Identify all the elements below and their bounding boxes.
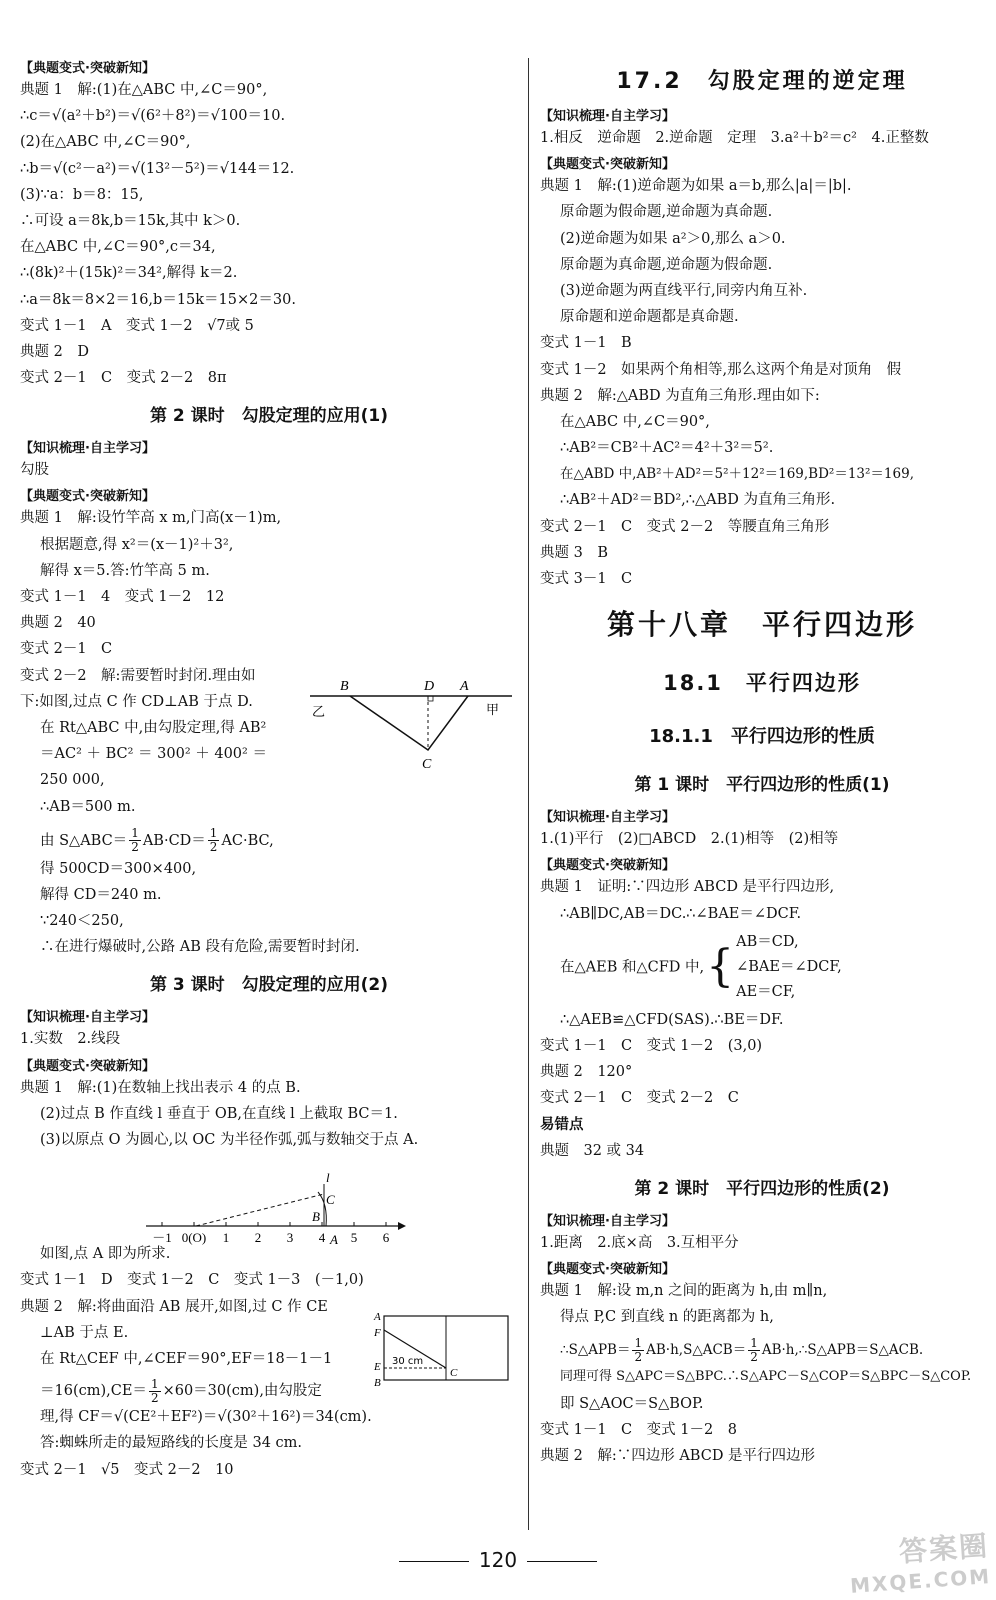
text-line: 根据题意,得 x²＝(x－1)²＋3², [40, 536, 234, 553]
text-span: ＝16(cm),CE＝ [40, 1383, 147, 1400]
page-number [0, 1548, 996, 1572]
triangle-sides [350, 696, 468, 750]
text-line: 典题 2 40 [20, 615, 96, 632]
text-line: ∴在进行爆破时,公路 AB 段有危险,需要暂时封闭. [40, 939, 360, 956]
text-line: 变式 2－1 C 变式 2－2 C [540, 1090, 739, 1107]
fraction [129, 827, 141, 854]
text-line: ∴b＝√(c²－a²)＝√(13²－5²)＝√144＝12. [20, 160, 295, 177]
text-line: 250 000, [40, 772, 105, 789]
text-line: 变式 1－1 A 变式 1－2 √7或 5 [20, 317, 254, 334]
text-span: ×60＝30(cm),由勾股定 [162, 1383, 322, 1400]
text-span: AB·h,∴S△APB＝S△ACB. [761, 1342, 924, 1359]
text-line: 即 S△AOC＝S△BOP. [560, 1395, 704, 1412]
tick-label: 2 [254, 1230, 262, 1245]
label-yi: 乙 [312, 705, 326, 720]
page-number-text: 120 [478, 1548, 518, 1572]
text-line: 在△ABC 中,∠C＝90°,c＝34, [20, 239, 216, 256]
text-line: ∴c＝√(a²＋b²)＝√(6²＋8²)＝√100＝10. [20, 108, 286, 125]
text-line: 1.实数 2.线段 [20, 1031, 121, 1048]
text-line: (3)以原点 O 为圆心,以 OC 为半径作弧,弧与数轴交于点 A. [40, 1132, 419, 1148]
lesson-heading: 第 1 课时 平行四边形的性质(1) [634, 775, 890, 796]
oc-radius [196, 1194, 324, 1226]
text-line: ＝AC² ＋ BC² ＝ 300² ＋ 400² ＝ [40, 746, 267, 763]
text-line: 变式 2－2 解:需要暂时封闭.理由如 [20, 667, 256, 684]
text-line: 如图,点 A 即为所求. [40, 1246, 171, 1263]
text-line: 得点 P,C 到直线 n 的距离都为 h, [560, 1309, 774, 1326]
text-line: 典题 3 B [540, 544, 608, 561]
equation: ∠BAE＝∠DCF, [736, 958, 842, 975]
section-title: 18.1 平行四边形 [663, 671, 861, 696]
text-line: ∴(8k)²＋(15k)²＝34²,解得 k＝2. [20, 265, 238, 282]
text-line: ∴△AEB≌△CFD(SAS).∴BE＝DF. [560, 1011, 784, 1028]
text-line: ∵240＜250, [40, 913, 124, 930]
section-title: 17.2 勾股定理的逆定理 [616, 69, 908, 94]
tick-label: 5 [350, 1230, 358, 1245]
fraction-den: 2 [634, 1350, 643, 1365]
text-line: 变式 1－1 B [540, 335, 632, 352]
tick-label: 3 [286, 1230, 294, 1245]
text-line: 1.(1)平行 (2)□ABCD 2.(1)相等 (2)相等 [540, 831, 839, 848]
section-tag: 【典题变式·突破新知】 [540, 157, 675, 173]
lesson-heading: 第 2 课时 平行四边形的性质(2) [634, 1178, 890, 1199]
text-line: 典题 1 证明:∵四边形 ABCD 是平行四边形, [540, 879, 835, 896]
text-line: (3)∵a：b＝8：15, [20, 186, 144, 203]
text-line: ∴AB＝500 m. [40, 798, 136, 815]
text-line: 在△ABC 中,∠C＝90°, [560, 413, 710, 430]
text-span: AB·CD＝ [142, 832, 206, 849]
text-line: 解得 CD＝240 m. [40, 886, 162, 903]
text-line: ⊥AB 于点 E. [40, 1324, 129, 1341]
text-span: ∴S△APB＝ [560, 1342, 631, 1359]
label-b: B [340, 679, 349, 694]
watermark-url: MXQE.COM [849, 1564, 992, 1598]
label-l: l [326, 1170, 330, 1185]
tick-label: 0(O) [181, 1230, 207, 1245]
label-b: B [374, 1377, 381, 1389]
text-line: 变式 2－1 C 变式 2－2 8π [20, 370, 227, 387]
section-tag: 【知识梳理·自主学习】 [540, 1213, 675, 1229]
text-line [20, 823, 518, 859]
text-line: 变式 1－1 C 变式 1－2 (3,0) [540, 1037, 763, 1054]
text-span: 由 S△ABC＝ [40, 832, 128, 849]
fraction-num: 1 [634, 1336, 643, 1351]
unrolled-surface-figure [370, 1306, 512, 1396]
text-line: 典题 2 解:将曲面沿 AB 展开,如图,过 C 作 CE [20, 1298, 328, 1315]
text-line: 典题 1 解:设竹竿高 x m,门高(x－1)m, [20, 510, 282, 527]
fraction-den: 2 [131, 840, 139, 855]
number-line-figure [140, 1164, 410, 1248]
tick-label: 1 [222, 1230, 230, 1245]
column-divider [528, 58, 529, 1530]
fraction-den: 2 [209, 840, 218, 855]
fraction-den: 2 [150, 1390, 159, 1405]
label-d: D [424, 679, 435, 694]
text-line: 原命题为真命题,逆命题为假命题. [560, 256, 773, 273]
subsection-title: 18.1.1 平行四边形的性质 [649, 726, 875, 748]
label-a: A [374, 1311, 381, 1323]
fraction [748, 1337, 760, 1364]
brace: { [706, 941, 735, 993]
watermark-text: 答案圈 [897, 1529, 990, 1569]
text-line: (2)逆命题为如果 a²＞0,那么 a＞0. [560, 230, 786, 247]
text-line: 变式 2－1 √5 变式 2－2 10 [20, 1461, 234, 1478]
tick-label: 6 [382, 1230, 390, 1245]
label-c: C [422, 757, 432, 772]
text-line: 典题 2 解:∵四边形 ABCD 是平行四边形 [540, 1448, 816, 1464]
text-line: 解得 x＝5.答:竹竿高 5 m. [40, 562, 210, 579]
section-tag: 【知识梳理·自主学习】 [540, 109, 675, 124]
text-line: 变式 1－2 如果两个角相等,那么这两个角是对顶角 假 [540, 361, 902, 378]
lesson-heading: 第 3 课时 勾股定理的应用(2) [149, 975, 389, 996]
label-a: A [330, 1232, 338, 1247]
text-line: 1.相反 逆命题 2.逆命题 定理 3.a²＋b²＝c² 4.正整数 [540, 130, 929, 146]
text-line [540, 1333, 984, 1367]
text-line: 典题 1 解:(1)逆命题为如果 a＝b,那么|a|＝|b|. [540, 178, 852, 195]
text-line: (2)过点 B 作直线 l 垂直于 OB,在直线 l 上截取 BC＝1. [40, 1105, 398, 1122]
section-tag: 【典题变式·突破新知】 [20, 1058, 155, 1074]
text-line: 下:如图,过点 C 作 CD⊥AB 于点 D. [20, 693, 253, 710]
text-line: 在 Rt△ABC 中,由勾股定理,得 AB² [40, 719, 267, 736]
fraction-num: 1 [150, 1376, 159, 1391]
fraction-num: 1 [209, 826, 218, 841]
text-line: 典题 2 解:△ABD 为直角三角形.理由如下: [540, 387, 820, 404]
fraction [208, 827, 220, 854]
text-line: (3)逆命题为两直线平行,同旁内角互补. [560, 282, 808, 299]
equation-system [736, 930, 842, 1005]
section-tag: 【典题变式·突破新知】 [20, 61, 155, 76]
text-line: 易错点 [540, 1115, 584, 1133]
section-tag: 【典题变式·突破新知】 [540, 1262, 675, 1278]
label-b: B [312, 1209, 320, 1224]
label-e: E [374, 1361, 381, 1373]
text-line: 变式 3－1 C [540, 571, 633, 587]
text-line: 在△ABD 中,AB²＋AD²＝5²＋12²＝169,BD²＝13²＝169, [560, 466, 914, 483]
label-f: F [374, 1327, 381, 1339]
text-line: 变式 1－1 D 变式 1－2 C 变式 1－3 (－1,0) [20, 1272, 364, 1289]
text-line: 原命题为假命题,逆命题为真命题. [560, 204, 773, 221]
text-line: 典题 1 解:(1)在△ABC 中,∠C＝90°, [20, 82, 268, 98]
text-line: 理,得 CF＝√(CE²＋EF²)＝√(30²＋16²)＝34(cm). [40, 1409, 372, 1426]
equation: AB＝CD, [736, 933, 799, 950]
text-line: 变式 2－1 C [20, 641, 113, 658]
text-line: 原命题和逆命题都是真命题. [560, 309, 739, 326]
section-tag: 【知识梳理·自主学习】 [20, 441, 155, 457]
text-line: ∴AB∥DC,AB＝DC.∴∠BAE＝∠DCF. [560, 905, 802, 922]
label-c: C [450, 1367, 458, 1379]
right-column [540, 58, 984, 1472]
text-line: ∴a＝8k＝8×2＝16,b＝15k＝15×2＝30. [20, 291, 296, 308]
rule [527, 1561, 597, 1562]
label-jia: 甲 [486, 703, 500, 718]
text-line: 变式 1－1 C 变式 1－2 8 [540, 1421, 737, 1438]
text-line [540, 930, 984, 1010]
text-line: ∴可设 a＝8k,b＝15k,其中 k＞0. [20, 212, 241, 229]
tick-label: 4 [318, 1230, 326, 1245]
text-span: AC·BC, [221, 832, 274, 849]
section-tag: 【典题变式·突破新知】 [20, 489, 155, 505]
lesson-heading: 第 2 课时 勾股定理的应用(1) [149, 406, 389, 427]
tick-label: －1 [152, 1230, 172, 1245]
text-line: 典题 2 120° [540, 1064, 633, 1081]
section-tag: 【知识梳理·自主学习】 [540, 810, 675, 826]
road-triangle-figure [308, 674, 514, 778]
text-line: 勾股 [20, 462, 49, 479]
fraction-num: 1 [750, 1336, 758, 1351]
text-span: AB·h,S△ACB＝ [646, 1342, 747, 1359]
text-line: 同理可得 S△APC＝S△BPC.∴S△APC－S△COP＝S△BPC－S△COP. [560, 1369, 972, 1385]
rule [399, 1561, 469, 1562]
text-line: 在 Rt△CEF 中,∠CEF＝90°,EF＝18－1－1 [40, 1350, 333, 1367]
fraction [632, 1337, 644, 1364]
text-line: 答:蜘蛛所走的最短路线的长度是 34 cm. [40, 1435, 303, 1452]
label-a: A [460, 679, 469, 694]
label-length: 30 cm [392, 1356, 424, 1367]
chapter-title: 第十八章 平行四边形 [606, 608, 917, 642]
fraction-num: 1 [131, 826, 139, 841]
text-span: 在△AEB 和△CFD 中, [560, 959, 705, 976]
fraction-den: 2 [750, 1350, 758, 1365]
equation: AE＝CF, [736, 983, 796, 1000]
label-c: C [326, 1192, 335, 1207]
text-line: ∴AB²＝CB²＋AC²＝4²＋3²＝5². [560, 440, 774, 457]
axis-arrow [398, 1222, 406, 1230]
text-line: 典题 2 D [20, 343, 89, 360]
text-line: 得 500CD＝300×400, [40, 860, 197, 877]
text-line: 1.距离 2.底×高 3.互相平分 [540, 1234, 739, 1251]
text-line: 典题 32 或 34 [540, 1142, 645, 1159]
text-line: 变式 2－1 C 变式 2－2 等腰直角三角形 [540, 518, 830, 535]
fraction [149, 1378, 161, 1405]
text-line: 典题 1 解:(1)在数轴上找出表示 4 的点 B. [20, 1079, 301, 1096]
text-line: (2)在△ABC 中,∠C＝90°, [20, 134, 191, 151]
watermark-logo [847, 1531, 992, 1600]
text-line: 变式 1－1 4 变式 1－2 12 [20, 589, 225, 605]
section-tag: 【典题变式·突破新知】 [540, 858, 675, 874]
section-tag: 【知识梳理·自主学习】 [20, 1010, 155, 1026]
text-line: ∴AB²＋AD²＝BD²,∴△ABD 为直角三角形. [560, 492, 836, 509]
text-line: 典题 1 解:设 m,n 之间的距离为 h,由 m∥n, [540, 1283, 828, 1300]
